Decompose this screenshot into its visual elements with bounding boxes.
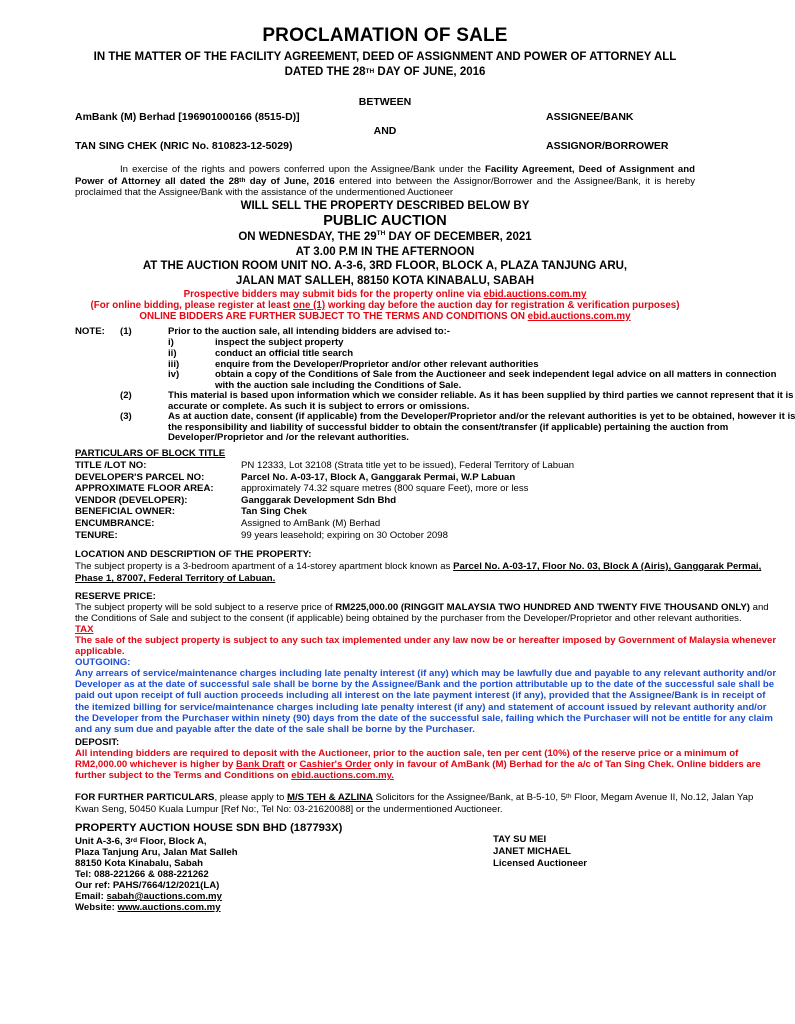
note-3-line-2: the responsibility and liability of successful bidder to obtain the consent/transfer (if applicable) pertaining the auction from [168,422,729,433]
note-item-key: iii) [168,359,180,370]
note-3-line-1: As at auction date, consent (if applicable) from the Developer/Proprietor and/or the relevant authorities is yet to be obtained, however it is [168,411,795,422]
deposit-heading: DEPOSIT: [75,737,120,748]
will-sell-heading: WILL SELL THE PROPERTY DESCRIBED BELOW BY [240,200,530,212]
borrower-role: ASSIGNOR/BORROWER [546,140,669,152]
auctioneer-title: Licensed Auctioneer [493,858,588,869]
location-text-1: The subject property is a 3-bedroom apartment of a 14-storey apartment block known as Parcel No. A-03-17, Floor No. 03, Block A (Airis), Ganggarak Permai, [75,561,762,572]
note-2-line-2: accurate or complete. As such it is subject to errors or omissions. [168,401,470,412]
particulars-heading: PARTICULARS OF BLOCK TITLE [75,448,226,459]
particulars-value: approximately 74.32 square metres (800 square Feet), more or less [241,483,529,495]
particulars-label: BENEFICIAL OWNER: [75,506,176,518]
ebid-link[interactable]: ebid.auctions.com.my [527,311,631,322]
deposit-line-3: further subject to the Terms and Conditions on ebid.auctions.com.my. [75,770,394,781]
note-1-number: (1) [120,326,132,337]
note-3-line-3: Developer/Proprietor and /or the relevant authorities. [168,432,409,443]
outgoing-line: Developer as at the date of successful sale shall be borne by the Assignee/Bank and the portion attributable up to the date of the successful sale shall be [75,679,775,691]
note-label: NOTE: [75,326,105,337]
tax-heading: TAX [75,624,94,635]
note-item-continued: with the auction sale including the Conditions of Sale. [215,380,462,391]
auction-house-tel: Tel: 088-221266 & 088-221262 [75,869,209,880]
deposit-line-1: All intending bidders are required to deposit with the Auctioneer, prior to the auction sale, ten per cent (10%) of the reserve price or a minimum of [75,748,739,759]
note-2-number: (2) [120,390,132,401]
auction-house-name: PROPERTY AUCTION HOUSE SDN BHD (187793X) [75,822,343,834]
particulars-value: 99 years leasehold; expiring on 30 October 2098 [241,529,448,541]
deposit-line-2: RM2,000.00 whichever is higher by Bank Draft or Cashier's Order only in favour of AmBank (M) Berhad for the a/c of Tan Sing Chek. Online bidders are [75,759,761,770]
auction-venue-2: JALAN MAT SALLEH, 88150 KOTA KINABALU, SABAH [235,275,535,287]
auction-venue-1: AT THE AUCTION ROOM UNIT NO. A-3-6, 3RD FLOOR, BLOCK A, PLAZA TANJUNG ARU, [142,260,628,272]
ebid-link[interactable]: ebid.auctions.com.my [483,289,587,300]
matter-line-1: IN THE MATTER OF THE FACILITY AGREEMENT, DEED OF ASSIGNMENT AND POWER OF ATTORNEY ALL [93,51,677,63]
auction-house-address-2: Plaza Tanjung Aru, Jalan Mat Salleh [75,847,238,858]
between-label: BETWEEN [358,96,412,108]
page-title: PROCLAMATION OF SALE [262,25,508,46]
particulars-value: PN 12333, Lot 32108 (Strata title yet to be issued), Federal Territory of Labuan [241,460,575,471]
outgoing-line: and any sum due and payable after the date of the sale shall be borne by the Purchaser. [75,724,475,735]
reserve-line-2: the Conditions of Sale and subject to the consent (if applicable) being obtained by the purchaser from the Developer/Proprietor and other relevant authorities. [75,613,742,624]
reserve-line-1: The subject property will be sold subject to a reserve price of RM225,000.00 (RINGGIT MALAYSIA TWO HUNDRED AND TWENTY FIVE THOUSAND ONLY) and [75,602,769,613]
particulars-value: Assigned to AmBank (M) Berhad [241,518,381,529]
auction-house-website: Website: www.auctions.com.my [75,902,221,913]
outgoing-line: paid out upon receipt of full auction proceeds including all interest on the late payment interest (if any), provided that the Assignee/Bank is in receipt of [75,690,766,702]
particulars-label: TITLE /LOT NO: [75,460,147,471]
note-item-text: inspect the subject property [215,337,344,348]
further-line-1: FOR FURTHER PARTICULARS, please apply to M/S TEH & AZLINA Solicitors for the Assignee/Bank, at B-5-10, 5th Floor, Megam Avenue II, No.12, Jalan Yap [75,792,754,803]
auctioneer-name-1: TAY SU MEI [493,834,547,845]
online-bid-line-2: (For online bidding, please register at least one (1) working day before the auction day for registration & verification purposes) [90,300,680,311]
email-link[interactable]: sabah@auctions.com.my [106,891,222,902]
public-auction-heading: PUBLIC AUCTION [323,213,447,229]
particulars-value: Ganggarak Development Sdn Bhd [241,494,397,506]
auction-house-address-3: 88150 Kota Kinabalu, Sabah [75,858,203,869]
auction-date: ON WEDNESDAY, THE 29TH DAY OF DECEMBER, 2021 [238,230,532,243]
particulars-label: DEVELOPER'S PARCEL NO: [75,471,205,483]
website-link[interactable]: www.auctions.com.my [117,902,221,913]
bank-name: AmBank (M) Berhad [196901000166 (8515-D)] [75,111,300,123]
tax-line-2: applicable. [75,646,125,657]
online-bid-line-1: Prospective bidders may submit bids for the property online via ebid.auctions.com.my [183,289,587,300]
auction-house-ref: Our ref: PAHS/7664/12/2021(LA) [75,880,220,891]
note-1-text: Prior to the auction sale, all intending bidders are advised to:- [168,326,450,337]
note-item-key: iv) [168,369,180,380]
auction-house-email: Email: sabah@auctions.com.my [75,891,222,902]
note-item-key: i) [168,337,174,348]
and-label: AND [373,125,397,137]
borrower-name: TAN SING CHEK (NRIC No. 810823-12-5029) [75,140,293,152]
note-item-text: enquire from the Developer/Proprietor and/or other relevant authorities [215,359,539,370]
location-heading: LOCATION AND DESCRIPTION OF THE PROPERTY: [75,549,312,560]
note-2-line-1: This material is based upon information which we consider reliable. As it has been supplied by third parties we cannot represent that it is [168,390,794,401]
location-text-2: Phase 1, 87007, Federal Territory of Labuan. [75,573,276,584]
intro-paragraph: In exercise of the rights and powers conferred upon the Assignee/Bank under the Facility Agreement, Deed of Assignment and Power of Attorney all dated the 28th day of June, 2016 entered into between the Assignor/Borrower and the Assignee/Bank, it is hereby proclaimed that the Assignee/Bank with the assistance of the undermentioned Auctioneer [75,164,695,199]
outgoing-line: Any arrears of service/maintenance charges including late penalty interest (if any) which may be lawfully due and payable to any relevant authority and/or [75,668,777,679]
online-bid-line-3: ONLINE BIDDERS ARE FURTHER SUBJECT TO THE TERMS AND CONDITIONS ON ebid.auctions.com.my [139,311,631,322]
particulars-label: ENCUMBRANCE: [75,518,155,529]
auction-house-address-1: Unit A-3-6, 3rd Floor, Block A, [75,836,207,847]
ebid-link[interactable]: ebid.auctions.com.my. [291,770,394,781]
matter-line-2: DATED THE 28TH DAY OF JUNE, 2016 [284,66,486,78]
outgoing-heading: OUTGOING: [75,657,131,668]
particulars-label: VENDOR (DEVELOPER): [75,494,188,506]
note-item-text: obtain a copy of the Conditions of Sale from the Auctioneer and seek independent legal advice on all matters in connection [215,369,777,380]
reserve-heading: RESERVE PRICE: [75,591,156,602]
particulars-label: APPROXIMATE FLOOR AREA: [75,483,214,495]
bank-role: ASSIGNEE/BANK [546,111,634,123]
particulars-value: Tan Sing Chek [241,506,307,518]
note-3-number: (3) [120,411,132,422]
note-item-key: ii) [168,348,177,359]
tax-line-1: The sale of the subject property is subject to any such tax implemented under any law now be or hereafter imposed by Government of Malaysia whenever [75,635,777,646]
outgoing-line: the Developer from the Purchaser within ninety (90) days from the date of the successful sale, failing which the Purchaser will not be entitle for any claim [75,712,773,724]
note-item-text: conduct an official title search [215,348,354,359]
auction-time: AT 3.00 P.M IN THE AFTERNOON [295,246,475,258]
auctioneer-name-2: JANET MICHAEL [493,846,571,857]
further-line-2: Kwan Seng, 50450 Kuala Lumpur [Ref No:, Tel No: 03-21620088] or the undermentioned Auctioneer. [75,804,503,815]
outgoing-line: the itemized billing for service/maintenance charges including late penalty interest (if any) and statement of account issued by relevant authority and/or [75,701,767,713]
particulars-label: TENURE: [75,529,118,541]
particulars-value: Parcel No. A-03-17, Block A, Ganggarak Permai, W.P Labuan [241,471,516,483]
